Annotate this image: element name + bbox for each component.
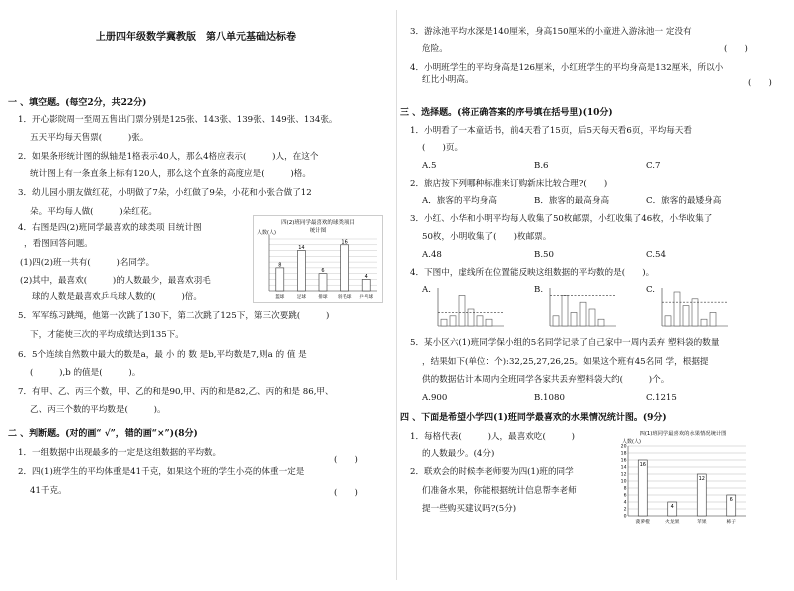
s3-q1-opt-a: A.5 <box>422 161 437 171</box>
s1-q3-line1: 3．幼儿园小朋友做红花，小明做了7朵，小红做了9朵，小花和小张合做了12 <box>18 188 312 198</box>
chart2-ytick: 0 <box>623 514 627 520</box>
s3-q2-opt-c: C．旅客的最矮身高 <box>646 196 722 206</box>
s1-q3-line2: 朵。平均每人做( )朵红花。 <box>30 207 158 217</box>
s2-q1-answer[interactable]: ( ) <box>334 455 358 465</box>
s3-q5-opt-a: A.900 <box>422 393 448 403</box>
s3-q3-line2: 50枚，小明收集了( )枚邮票。 <box>422 232 552 242</box>
chart1-subtitle: 统计图 <box>309 228 327 234</box>
chart2-ytick: 20 <box>620 444 627 450</box>
s4-q1-line1: 1．每格代表( )人，最喜欢吃( ) <box>410 432 575 442</box>
s2-q2-line2: 41千克。 <box>30 486 67 496</box>
chart2-ytick: 2 <box>623 507 627 513</box>
section2-heading: 二 、判断题。(对的画“ √”，错的画“×”)(8分) <box>8 429 198 439</box>
s3-q4-opt-b: B. <box>534 285 544 295</box>
s3-q4: 4．下图中，虚线所在位置能反映这组数据的平均数的是( )。 <box>410 268 655 278</box>
section4-heading: 四 、下面是希望小学四(1)班同学最喜欢的水果情况统计图。(9分) <box>400 413 667 423</box>
s3-q3-opt-a: A.48 <box>422 250 442 260</box>
section1-heading: 一 、填空题。(每空2分，共22分) <box>8 98 147 108</box>
chart2-ytick: 6 <box>623 493 627 499</box>
s3-q1-opt-c: C.7 <box>646 161 661 171</box>
chart2-category-labels <box>636 518 737 525</box>
s1-q4-line4: (2)其中，最喜欢( )的人数最少，最喜欢羽毛 <box>20 276 211 286</box>
mini-chart-a <box>430 286 508 330</box>
s1-q7-line1: 7．有甲、乙、丙三个数，甲、乙的和是90,甲、丙的和是82,乙、丙的和是 86,甲、 <box>18 387 334 397</box>
s3-q5-line1: 5．某小区六(1)班同学保小组的5名同学记录了自己家中一周内丢弃 塑料袋的数量 <box>410 338 720 348</box>
chart2-category-label: 柿子 <box>726 520 737 525</box>
s2-q1: 1．一组数据中出现最多的一定是这组数据的平均数。 <box>18 448 222 458</box>
s3-q5-line3: 供的数据估计本周内全班同学各家共丢弃塑料袋大约( )个。 <box>422 375 670 385</box>
mini-chart-bar <box>710 312 716 326</box>
s2-q2-line1: 2．四(1)班学生的平均体重是41千克，如果这个班的学生小亮的体重一定是 <box>18 467 305 477</box>
s3-q1-opt-b: B.6 <box>534 161 549 171</box>
mini-chart-bar <box>683 306 689 326</box>
s3-q1-line1: 1．小明看了一本童话书，前4天看了15页，后5天每天看6页，平均每天看 <box>410 126 693 136</box>
chart2-value-label: 4 <box>670 504 674 510</box>
chart1-category-label: 篮球 <box>275 295 285 300</box>
s3-q4-opt-c: C. <box>646 285 656 295</box>
chart2-title: 四(1)班同学最喜欢的水果情况统计图 <box>639 431 727 437</box>
fruit-chart <box>616 428 750 528</box>
r-q4-line1: 4．小明班学生的平均身高是126厘米，小红班学生的平均身高是132厘米，所以小 <box>410 63 724 73</box>
s1-q5-line2: 下，才能使三次的平均成绩达到135下。 <box>30 330 184 340</box>
s3-q3-opt-b: B.50 <box>534 250 554 260</box>
r-q4-answer[interactable]: ( ) <box>748 78 772 88</box>
s3-q5-opt-b: B.1080 <box>534 393 565 403</box>
chart2-category-label: 菠萝橙 <box>635 520 650 525</box>
r-q3-line1: 3．游泳池平均水深是140厘米，身高150厘米的小童进入游泳池一 定没有 <box>410 27 692 37</box>
chart1-bar <box>297 251 305 291</box>
mini-chart-bar <box>665 316 671 326</box>
r-q4-line2: 红比小明高。 <box>422 75 474 85</box>
s1-q1-line1: 1．开心影院周一至周五售出门票分别是125张、143张、139张、149张、134张。 <box>18 115 338 125</box>
mini-chart-bar <box>562 295 568 326</box>
ball-sports-chart <box>253 215 383 303</box>
section3-heading: 三 、选择题。(将正确答案的序号填在括号里)(10分) <box>400 108 613 118</box>
s3-q2-opt-b: B．旅客的最高身高 <box>534 196 610 206</box>
chart1-category-label: 足球 <box>296 295 307 300</box>
mini-chart-bar <box>486 319 492 326</box>
mini-chart-bar <box>674 292 680 326</box>
s1-q6-line1: 6．5个连续自然数中最大的数是a，最 小 的 数 是b,平均数是7,则a 的 值 是 <box>18 350 307 360</box>
chart2-ytick: 12 <box>620 472 627 478</box>
chart1-bar <box>319 274 327 291</box>
column-divider <box>396 10 397 580</box>
chart1-category-label: 羽毛球 <box>337 295 352 300</box>
r-q3-answer[interactable]: ( ) <box>724 44 748 54</box>
chart2-bar <box>638 460 647 516</box>
s3-q2: 2．旅店按下列哪种标准来订购新床比较合理?( ) <box>410 179 608 189</box>
mini-chart-bar <box>580 302 586 326</box>
chart2-value-label: 16 <box>639 462 646 468</box>
chart2-value-label: 12 <box>698 476 705 482</box>
s2-q2-answer[interactable]: ( ) <box>334 488 358 498</box>
s4-q2-line3: 提一些购买建议吗?(5分) <box>422 504 517 514</box>
chart1-category-label: 乒乓球 <box>359 295 374 300</box>
chart1-category-labels <box>275 293 373 300</box>
chart2-value-labels <box>640 462 733 510</box>
mini-chart-bar <box>598 319 604 326</box>
mini-chart-bar <box>571 312 577 326</box>
chart1-value-label: 6 <box>321 268 325 275</box>
s1-q7-line2: 乙、丙三个数的平均数是( )。 <box>30 405 166 415</box>
chart2-ytick: 10 <box>620 479 627 485</box>
s1-q2-line1: 2．如果条形统计图的纵轴是1格表示40人，那么4格应表示( )人，在这个 <box>18 152 319 162</box>
s4-q2-line1: 2．联欢会的时候李老师要为四(1)班的同学 <box>410 467 574 477</box>
s1-q4-line3: (1)四(2)班一共有( )名同学。 <box>20 258 155 268</box>
mini-chart-bar <box>477 316 483 326</box>
s3-q5-line2: ，结果如下(单位：个):32,25,27,26,25。如果这个班有45名同 学，根据提 <box>422 357 709 367</box>
mini-chart-bar <box>692 299 698 326</box>
s1-q4-line5: 球的人数是最喜欢乒乓球人数的( )倍。 <box>32 292 202 302</box>
chart1-bar <box>341 245 349 291</box>
chart2-category-label: 苹果 <box>696 520 707 525</box>
s4-q2-line2: 们准备水果，你能根据统计信息帮李老师 <box>422 486 577 496</box>
chart1-value-label: 16 <box>341 239 348 246</box>
chart1-ylabel: 人数(人) <box>257 230 276 236</box>
mini-chart-bar <box>553 316 559 326</box>
chart2-ytick: 16 <box>620 458 627 464</box>
s3-q3-opt-c: C.54 <box>646 250 666 260</box>
chart2-ytick: 8 <box>623 486 627 492</box>
s1-q4-line1: 4．右图是四(2)班同学最喜欢的球类项 目统计图 <box>18 223 202 233</box>
chart1-value-label: 8 <box>278 262 282 269</box>
chart2-ytick: 4 <box>623 500 627 506</box>
chart1-title: 四(2)班同学最喜欢的球类项目 <box>281 220 355 226</box>
chart2-category-label: 火龙果 <box>665 520 680 525</box>
chart2-ylabel: 人数(人) <box>622 439 641 445</box>
page-title: 上册四年级数学冀教版 第八单元基础达标卷 <box>96 32 296 43</box>
s3-q1-line2: ( )页。 <box>422 143 464 153</box>
s3-q3-line1: 3．小红、小华和小明平均每人收集了50枚邮票，小红收集了46枚，小华收集了 <box>410 214 713 224</box>
s3-q4-opt-a: A. <box>422 285 431 295</box>
chart2-ytick: 18 <box>620 451 627 457</box>
mini-chart-bar <box>468 309 474 326</box>
chart2-ytick: 14 <box>620 465 627 471</box>
r-q3-line2: 危险。 <box>422 44 448 54</box>
chart1-bar <box>276 268 284 291</box>
s3-q5-opt-c: C.1215 <box>646 393 677 403</box>
s1-q2-line2: 统计图上有一条直条上标有120人，那么这个直条的高度应是( )格。 <box>30 169 311 179</box>
mini-chart-b <box>542 286 620 330</box>
chart1-value-label: 4 <box>364 273 368 280</box>
s1-q1-line2: 五天平均每天售票( )张。 <box>30 133 149 143</box>
chart1-value-label: 14 <box>298 245 305 252</box>
chart2-yticks <box>621 444 627 520</box>
s1-q4-line2: ，看图回答问题。 <box>24 239 93 249</box>
s3-q2-opt-a: A．旅客的平均身高 <box>422 196 497 206</box>
mini-chart-bar <box>450 316 456 326</box>
mini-chart-bar <box>441 319 447 326</box>
s1-q6-line2: ( ),b 的值是( )。 <box>30 368 141 378</box>
chart1-bar <box>362 279 370 291</box>
mini-chart-c <box>654 286 732 330</box>
mini-chart-bar <box>701 319 707 326</box>
s1-q5-line1: 5．军军练习跳绳，他第一次跳了130下，第二次跳了125下，第三次要跳( ) <box>18 311 330 321</box>
s4-q1-line2: 的人数最少。(4分) <box>422 449 495 459</box>
chart1-category-label: 排球 <box>318 295 328 300</box>
chart2-value-label: 6 <box>729 497 733 503</box>
mini-chart-bar <box>459 295 465 326</box>
mini-chart-bar <box>589 309 595 326</box>
